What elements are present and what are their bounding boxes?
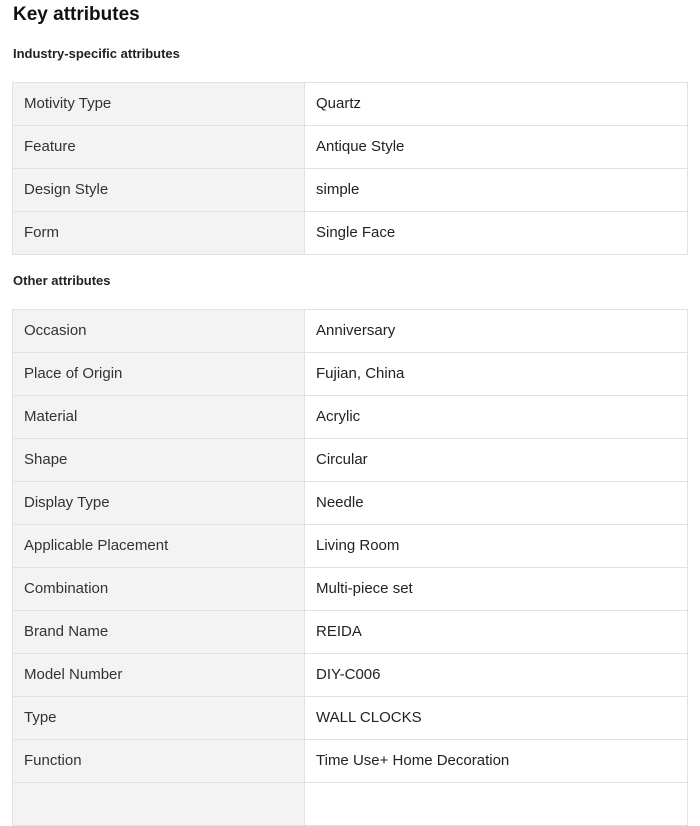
attribute-value: Anniversary	[305, 310, 688, 353]
other-attributes-rows	[13, 310, 688, 826]
attribute-name	[13, 783, 305, 826]
attribute-name: Function	[13, 740, 305, 783]
table-row	[13, 568, 688, 611]
table-row	[13, 169, 688, 212]
section-title-industry-specific: Industry-specific attributes	[13, 46, 180, 61]
attribute-value: REIDA	[305, 611, 688, 654]
attribute-value: Acrylic	[305, 396, 688, 439]
attribute-name: Shape	[13, 439, 305, 482]
attribute-name: Type	[13, 697, 305, 740]
attribute-value: Needle	[305, 482, 688, 525]
attribute-value: Single Face	[305, 212, 688, 255]
page-title: Key attributes	[13, 4, 140, 25]
attribute-value: Multi-piece set	[305, 568, 688, 611]
table-row	[13, 212, 688, 255]
industry-attributes-rows	[13, 83, 688, 255]
table-row	[13, 126, 688, 169]
attribute-name: Display Type	[13, 482, 305, 525]
attribute-name: Applicable Placement	[13, 525, 305, 568]
other-attributes-table	[12, 309, 688, 826]
attribute-name: Model Number	[13, 654, 305, 697]
attribute-name: Place of Origin	[13, 353, 305, 396]
attribute-name: Occasion	[13, 310, 305, 353]
table-row	[13, 525, 688, 568]
table-row	[13, 783, 688, 826]
attribute-name: Feature	[13, 126, 305, 169]
table-row	[13, 83, 688, 126]
industry-attributes-table	[12, 82, 688, 255]
table-row	[13, 482, 688, 525]
table-row	[13, 353, 688, 396]
attribute-value: Fujian, China	[305, 353, 688, 396]
attribute-name: Form	[13, 212, 305, 255]
attribute-value: WALL CLOCKS	[305, 697, 688, 740]
table-row	[13, 740, 688, 783]
table-row	[13, 654, 688, 697]
table-row	[13, 611, 688, 654]
table-row	[13, 310, 688, 353]
attribute-name: Motivity Type	[13, 83, 305, 126]
attribute-name: Material	[13, 396, 305, 439]
table-row	[13, 439, 688, 482]
attribute-value: Living Room	[305, 525, 688, 568]
section-title-other: Other attributes	[13, 273, 111, 288]
attribute-name: Combination	[13, 568, 305, 611]
attribute-value: Antique Style	[305, 126, 688, 169]
attribute-value: simple	[305, 169, 688, 212]
attribute-value: Time Use+ Home Decoration	[305, 740, 688, 783]
attribute-value: DIY-C006	[305, 654, 688, 697]
attribute-name: Brand Name	[13, 611, 305, 654]
attribute-value: Quartz	[305, 83, 688, 126]
attribute-value	[305, 783, 688, 826]
table-row	[13, 697, 688, 740]
table-row	[13, 396, 688, 439]
attribute-value: Circular	[305, 439, 688, 482]
attribute-name: Design Style	[13, 169, 305, 212]
